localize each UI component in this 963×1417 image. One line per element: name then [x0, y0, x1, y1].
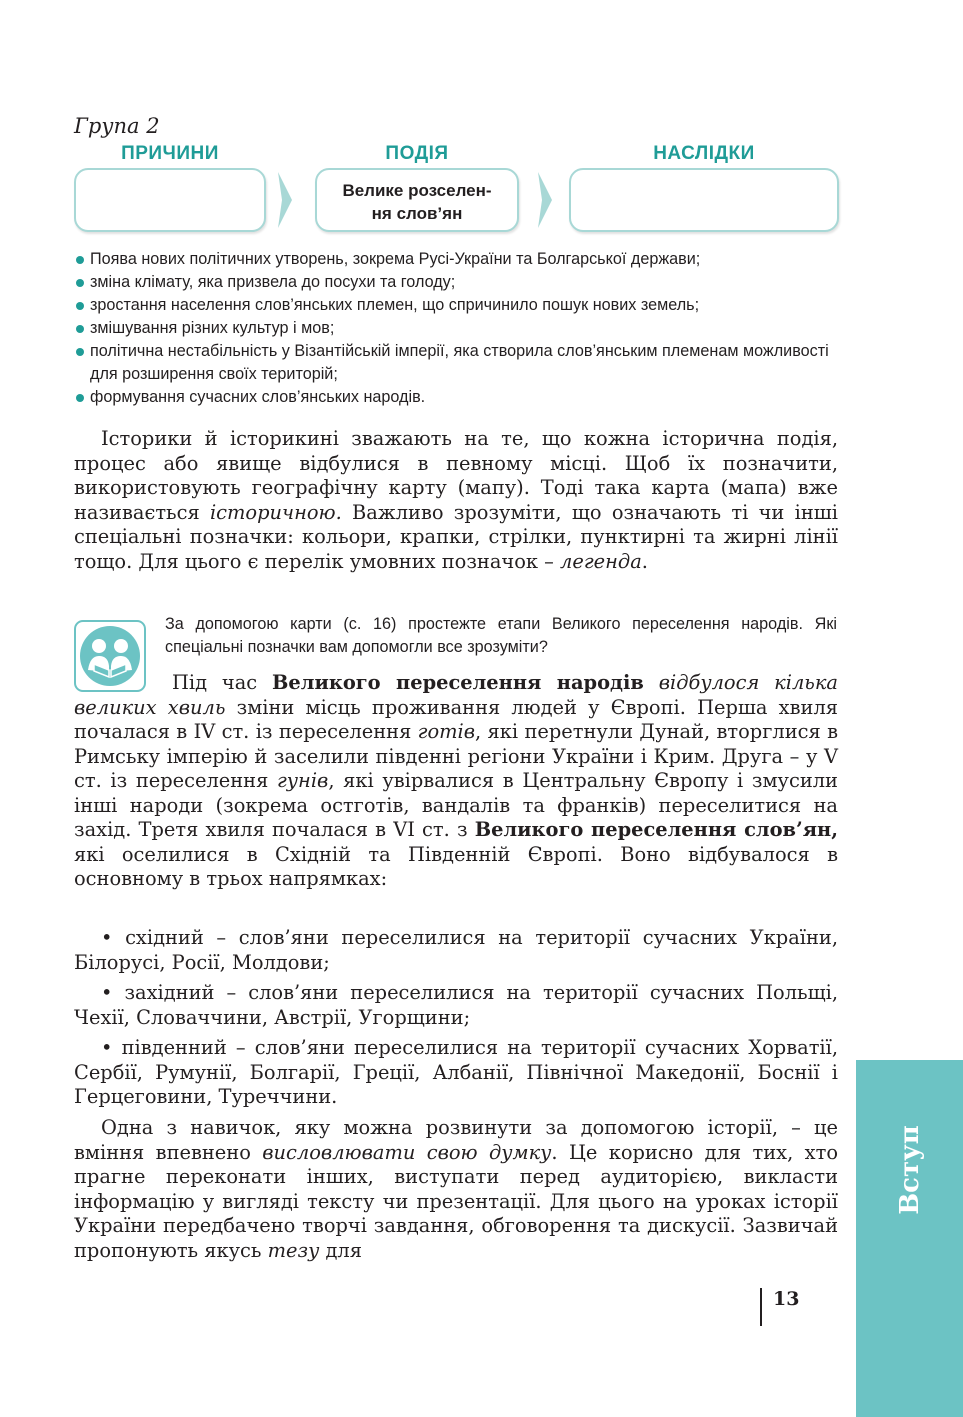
- group-title: Група 2: [74, 114, 160, 138]
- text-run: зміни місць проживання людей у Європі. Перша хвиля почалася в IV ст. із переселення: [74, 695, 838, 743]
- text-run: Одна з навичок, яку можна розвинути за допомогою історії, – це вміння впевнено: [74, 1116, 838, 1164]
- options-list: [74, 248, 854, 409]
- bold-term: Великого переселення слов’ян,: [474, 818, 838, 841]
- paragraph-maps: [74, 427, 838, 574]
- text-run: .: [641, 549, 648, 573]
- bold-term: Великого переселення народів: [272, 671, 644, 694]
- text-run: , які увірвалися в Центральну Європу і змусили інші народи (зокрема остготів, вандалів та франків) переселитися на захід. Третя хвиля почалася в VI ст. з: [74, 769, 838, 841]
- direction-east: [74, 926, 838, 975]
- consequences-header: НАСЛІДКИ: [653, 143, 755, 164]
- direction-west: [74, 981, 838, 1030]
- text-run: які оселилися в Східній та Південній Європі. Воно відбувалося в основному в трьох напрямках:: [74, 842, 838, 890]
- text-run: [644, 671, 659, 694]
- paragraph-skills: [74, 1116, 838, 1263]
- task-text: За допомогою карти (с. 16) простежте етапи Великого переселення народів. Які спеціальні позначки вам допомогли все зрозуміти?: [165, 615, 837, 656]
- event-text-line2: ня слов’ян: [371, 204, 463, 223]
- side-tab-label: Вступ: [894, 1125, 925, 1215]
- emphasis: гунів: [277, 769, 329, 792]
- text-run: Важливо зрозуміти, що означають ті чи інші спеціальні позначки: кольори, крапки, стрілки, пунктирні та жирні лінії тощо. Для цього є перелік умовних позначок –: [74, 500, 838, 573]
- list-item: змішування різних культур і мов;: [74, 317, 854, 340]
- event-header: ПОДІЯ: [385, 143, 449, 164]
- page-number: 13: [773, 1288, 800, 1310]
- direction-text: • південний – слов’яни переселилися на території сучасних Хорватії, Сербії, Румунії, Болгарії, Греції, Албанії, Північної Македонії, Боснії і Герцеговини, Туреччини.: [74, 1036, 838, 1108]
- direction-text: • східний – слов’яни переселилися на території сучасних України, Білорусі, Росії, Молдови;: [74, 926, 838, 974]
- causes-box: [74, 168, 266, 232]
- chevron-right-icon: [278, 172, 292, 228]
- chevron-right-icon: [538, 172, 552, 228]
- emphasis: історичною.: [209, 500, 342, 524]
- list-item: зростання населення слов’янських племен, що спричинило пошук нових земель;: [74, 294, 854, 317]
- emphasis: висловлювати свою думку: [262, 1140, 552, 1164]
- direction-text: • західний – слов’яни переселилися на території сучасних Польщі, Чехії, Словаччини, Австрії, Угорщини;: [74, 981, 838, 1029]
- list-item: зміна клімату, яка призвела до посухи та голоду;: [74, 271, 854, 294]
- direction-south: [74, 1036, 838, 1110]
- text-run: Під час: [172, 671, 273, 694]
- event-text: [317, 179, 517, 225]
- emphasis: відбулося кілька великих хвиль: [74, 671, 838, 719]
- list-item: політична нестабільність у Візантійській імперії, яка створила слов’янським племенам можливості для розширення своїх територій;: [74, 340, 854, 386]
- emphasis: легенда: [560, 549, 642, 573]
- page-number-rule: [760, 1288, 762, 1326]
- emphasis: готів: [417, 720, 476, 743]
- emphasis: тезу: [267, 1238, 320, 1262]
- text-run: Історики й історикині зважають на те, що кожна історична подія, процес або явище відбулися в певному місці. Щоб їх позначити, використовують географічну карту (мапу). Тоді така карта (мапа) вже називається: [74, 427, 838, 524]
- list-item: формування сучасних слов’янських народів.: [74, 386, 854, 409]
- event-text-line1: Велике розселен-: [342, 181, 492, 200]
- section-side-tab: [856, 1060, 963, 1417]
- consequences-box: [569, 168, 839, 232]
- text-run: , які перетнули Дунай, вторглися в Римську імперію й заселили південні регіони України і Крим. Друга – у V ст. із переселення: [74, 720, 838, 792]
- event-box: [315, 168, 519, 232]
- text-run: для: [319, 1238, 362, 1262]
- text-run: . Це корисно для тих, хто прагне переконати інших, виступати перед аудиторією, викласти інформацію у вигляді тексту чи презентації. Для цього на уроках історії України передбачено творчі завдання, обговорення та дискусії. Зазвичай пропонують якусь: [74, 1140, 838, 1262]
- paragraph-migration: [74, 671, 838, 892]
- list-item: Поява нових політичних утворень, зокрема Русі-України та Болгарської держави;: [74, 248, 854, 271]
- causes-header: ПРИЧИНИ: [121, 143, 219, 164]
